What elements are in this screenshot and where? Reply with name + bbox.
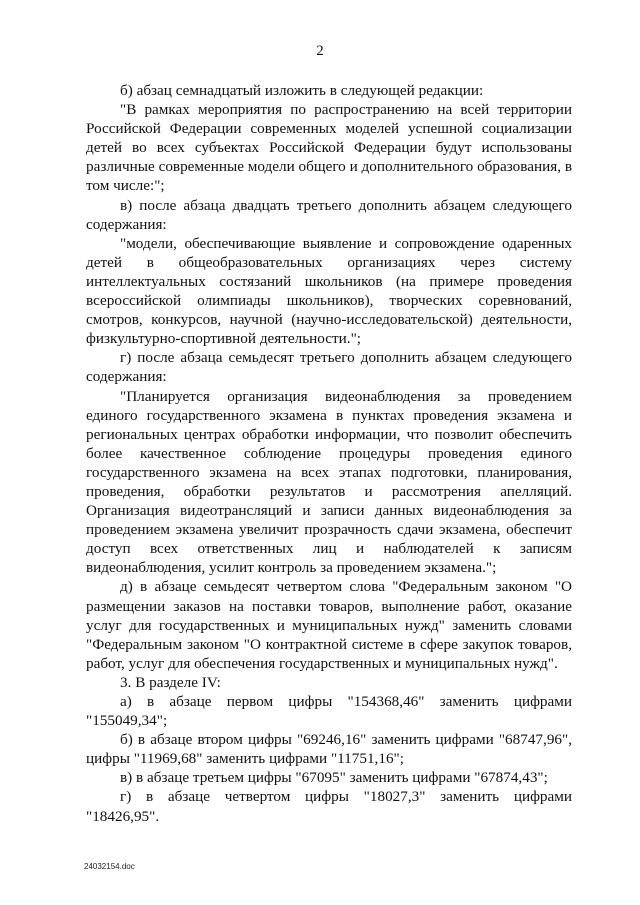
paragraph-4a: а) в абзаце первом цифры "154368,46" заменить цифрами "155049,34"; bbox=[86, 693, 572, 730]
page-number: 2 bbox=[316, 43, 324, 59]
file-name-footer: 24032154.doc bbox=[84, 862, 135, 871]
paragraph-g-intro: г) после абзаца семьдесят третьего дополнить абзацем следующего содержания: bbox=[86, 349, 572, 386]
paragraph-v-quote: "модели, обеспечивающие выявление и сопровождение одаренных детей в общеобразовательных организациях через систему интеллектуальных состязаний школьников (на примере проведения всероссийской олимпиады школьников), творческих соревнований, смотров, конкурсов, научной (научно-исследовательской) деятельности, физкультурно-спортивной деятельности."; bbox=[86, 234, 572, 348]
section-4-heading: 3. В разделе IV: bbox=[120, 673, 221, 691]
paragraph-g-quote: "Планируется организация видеонаблюдения за проведением единого государственного экзамена в пунктах проведения экзамена и региональных центрах обработки информации, что позволит обеспечить более качественное соблюдение процедуры проведения единого государственного экзамена на всех этапах подготовки, планирования, проведения, обработки результатов и рассмотрения апелляций. Организация видеотрансляций и записи данных видеонаблюдения за проведением экзамена увеличит прозрачность сдачи экзамена, обеспечит доступ всех ответственных лиц и наблюдателей к записям видеонаблюдения, усилит контроль за проведением экзамена."; bbox=[86, 387, 572, 577]
paragraph-4v: в) в абзаце третьем цифры "67095" заменить цифрами "67874,43"; bbox=[120, 769, 548, 787]
paragraph-b-quote: "В рамках мероприятия по распространению на всей территории Российской Федерации современных моделей успешной социализации детей во всех субъектах Российской Федерации будут использованы различные современные модели общего и дополнительного образования, в том числе:"; bbox=[86, 101, 572, 195]
paragraph-d: д) в абзаце семьдесят четвертом слова "Федеральным законом "О размещении заказов на поставки товаров, выполнение работ, оказание услуг для государственных и муниципальных нужд" заменить словами "Федеральным законом "О контрактной системе в сфере закупок товаров, работ, услуг для обеспечения государственных и муниципальных нужд". bbox=[86, 578, 572, 672]
paragraph-4b: б) в абзаце втором цифры "69246,16" заменить цифрами "68747,96", цифры "11969,68" заменить цифрами "11751,16"; bbox=[86, 731, 572, 768]
paragraph-v-intro: в) после абзаца двадцать третьего дополнить абзацем следующего содержания: bbox=[86, 196, 572, 233]
paragraph-b-intro: б) абзац семнадцатый изложить в следующей редакции: bbox=[120, 82, 484, 99]
document-body bbox=[86, 81, 572, 826]
paragraph-4g: г) в абзаце четвертом цифры "18027,3" заменить цифрами "18426,95". bbox=[86, 788, 572, 825]
